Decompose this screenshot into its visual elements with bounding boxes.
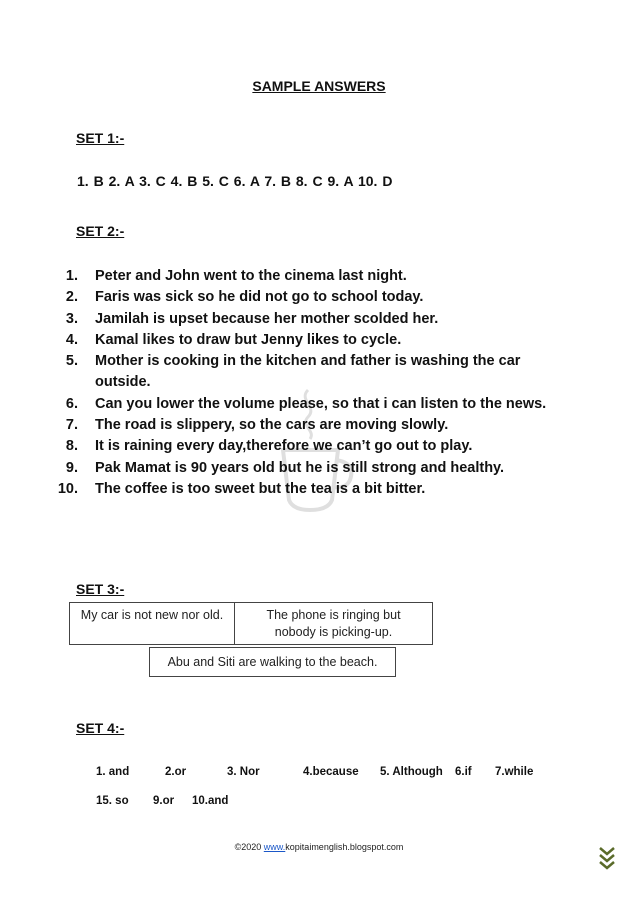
item-text: Can you lower the volume please, so that i can listen to the news. <box>95 395 547 412</box>
footer-suffix: kopitaimenglish.blogspot.com <box>285 842 404 852</box>
item-text: Peter and John went to the cinema last night. <box>95 268 407 284</box>
set4-answer: 6.if <box>455 766 472 778</box>
set3-box-2: The phone is ringing but nobody is picking-up. <box>234 602 433 645</box>
set3-box-1: My car is not new nor old. <box>69 602 235 645</box>
item-number: 1. <box>65 268 78 284</box>
item-text: Mother is cooking in the kitchen and father is washing the car outside. <box>95 353 521 391</box>
set4-answer: 9.or <box>153 795 175 807</box>
set4-answer: 4.because <box>303 766 359 778</box>
set4-answer: 1. and <box>96 766 130 778</box>
set1-answers: 1. B 2. A 3. C 4. B 5. C 6. A 7. B 8. C 9. A 10. D <box>77 173 393 189</box>
set3-box-3: Abu and Siti are walking to the beach. <box>149 647 396 677</box>
item-number: 4. <box>65 331 78 348</box>
item-number: 10. <box>57 480 78 497</box>
item-number: 5. <box>65 353 78 370</box>
list-item <box>50 266 550 287</box>
list-item <box>50 309 550 330</box>
set3-heading: SET 3:- <box>76 581 125 597</box>
page-title: SAMPLE ANSWERS <box>252 78 386 94</box>
item-text: Kamal likes to draw but Jenny likes to cycle. <box>95 331 402 348</box>
item-text: The road is slippery, so the cars are moving slowly. <box>95 417 449 434</box>
set4-answer: 5. Although <box>380 766 443 778</box>
item-number: 6. <box>65 395 78 412</box>
list-item <box>50 287 550 308</box>
footer-link[interactable]: www. <box>263 842 286 852</box>
item-text: The coffee is too sweet but the tea is a bit bitter. <box>95 480 426 497</box>
set4-heading: SET 4:- <box>76 720 125 736</box>
set4-answer: 3. Nor <box>227 766 260 778</box>
item-number: 2. <box>65 289 78 306</box>
item-number: 7. <box>65 417 78 434</box>
item-text: It is raining every day,therefore we can’t go out to play. <box>95 438 473 455</box>
coffee-cup-watermark-icon <box>268 385 358 515</box>
item-text: Pak Mamat is 90 years old but he is still strong and healthy. <box>95 459 505 476</box>
item-number: 8. <box>65 438 78 455</box>
footer-copyright <box>0 842 638 852</box>
set4-answer: 10.and <box>192 795 229 807</box>
list-item <box>50 330 550 351</box>
item-text: Jamilah is upset because her mother scolded her. <box>95 310 439 327</box>
set1-heading: SET 1:- <box>76 130 125 146</box>
footer-prefix: ©2020 <box>234 842 264 852</box>
item-number: 3. <box>65 310 78 327</box>
double-chevron-down-icon <box>597 845 617 871</box>
item-number: 9. <box>65 459 78 476</box>
item-text: Faris was sick so he did not go to school today. <box>95 289 424 306</box>
set4-answer: 2.or <box>165 766 187 778</box>
set4-answer: 15. so <box>96 795 129 807</box>
set2-heading: SET 2:- <box>76 223 125 239</box>
set4-answer: 7.while <box>495 766 534 778</box>
